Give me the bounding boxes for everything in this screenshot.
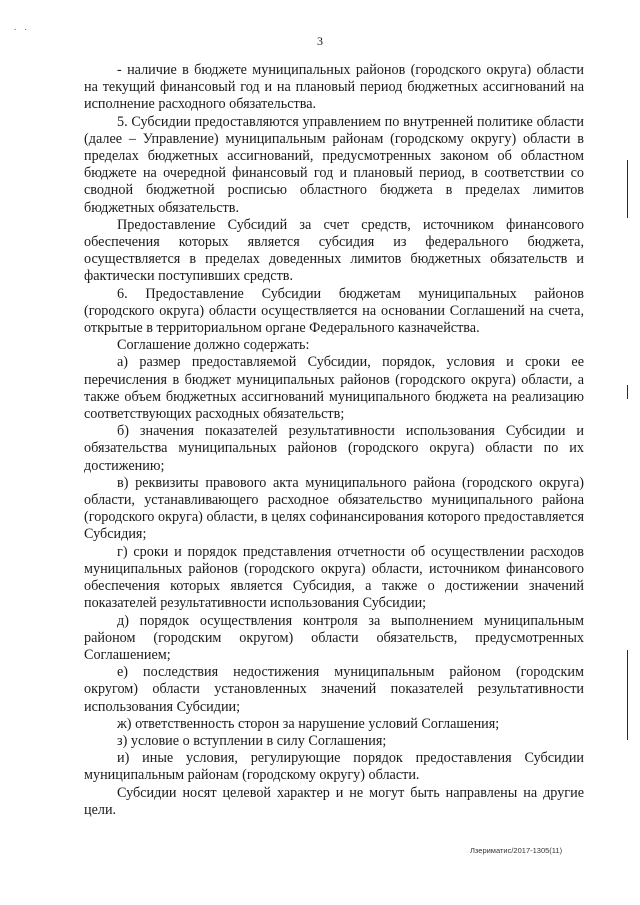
list-item-g: г) сроки и порядок представления отчетности об осуществлении расходов муниципальных районов (городского округа) области, источником финансового обеспечения которых является Субсидия, а также о достижении значений показателей результативности использования Субсидии;: [84, 543, 584, 612]
paragraph-agreement-intro: Соглашение должно содержать:: [117, 337, 310, 354]
footer-document-code: Лзериматис/2017-1305(11): [470, 846, 563, 855]
paragraph-section-5: 5. Субсидии предоставляются управлением по внутренней политике области (далее – Управление) муниципальным районам (городскому округу) области в пределах бюджетных ассигнований, предусмотренных законом об областном бюджете на очередной финансовый год и плановый период, в соответствии со сводной бюджетной росписью областного бюджета в пределах лимитов бюджетных обязательств.: [84, 113, 584, 216]
list-item-e: е) последствия недостижения муниципальным районом (городским округом) области установленных значений показателей результативности использования Субсидии;: [84, 664, 584, 715]
list-item-zh: ж) ответственность сторон за нарушение условий Соглашения;: [117, 715, 500, 732]
list-item-i: и) иные условия, регулирующие порядок предоставления Субсидии муниципальным районам (городскому округу) области.: [84, 750, 584, 784]
page-number: 3: [317, 34, 323, 48]
list-item-d: д) порядок осуществления контроля за выполнением муниципальным районом (городским округом) области обязательств, предусмотренных Соглашением;: [84, 612, 584, 663]
scan-edge-line: [627, 385, 628, 399]
list-item-a: а) размер предоставляемой Субсидии, порядок, условия и сроки ее перечисления в бюджет муниципальных районов (городского округа) области, а также объем бюджетных ассигнований муниципального бюджета на реализацию соответствующих расходных обязательств;: [84, 354, 584, 423]
list-item-b: б) значения показателей результативности использования Субсидии и обязательства муниципальных районов (городского округа) области по их достижению;: [84, 423, 584, 474]
scan-edge-line: [627, 160, 628, 218]
paragraph-federal-funding: Предоставление Субсидий за счет средств, источником финансового обеспечения которых является субсидия из федерального бюджета, осуществляется в пределах доведенных лимитов бюджетных обязательств и фактически поступивших средств.: [84, 216, 584, 285]
scan-edge-line: [627, 650, 628, 740]
list-item-v: в) реквизиты правового акта муниципального района (городского округа) области, устанавливающего расходное обязательство муниципального района (городского округа) области, в целях софинансирования которого предоставляется Субсидия;: [84, 474, 584, 543]
list-item-z: з) условие о вступлении в силу Соглашения;: [117, 732, 387, 749]
paragraph-closing: Субсидии носят целевой характер и не могут быть направлены на другие цели.: [84, 784, 584, 818]
paragraph-section-6: 6. Предоставление Субсидии бюджетам муниципальных районов (городского округа) области осуществляется на основании Соглашений на счета, открытые в территориальном органе Федерального казначейства.: [84, 285, 584, 337]
document-body: [84, 62, 584, 819]
paragraph-budget-availability: - наличие в бюджете муниципальных районов (городского округа) области на текущий финансовый год и на плановый период бюджетных ассигнований на исполнение расходного обязательства.: [84, 62, 584, 113]
corner-mark: . .: [14, 22, 30, 32]
